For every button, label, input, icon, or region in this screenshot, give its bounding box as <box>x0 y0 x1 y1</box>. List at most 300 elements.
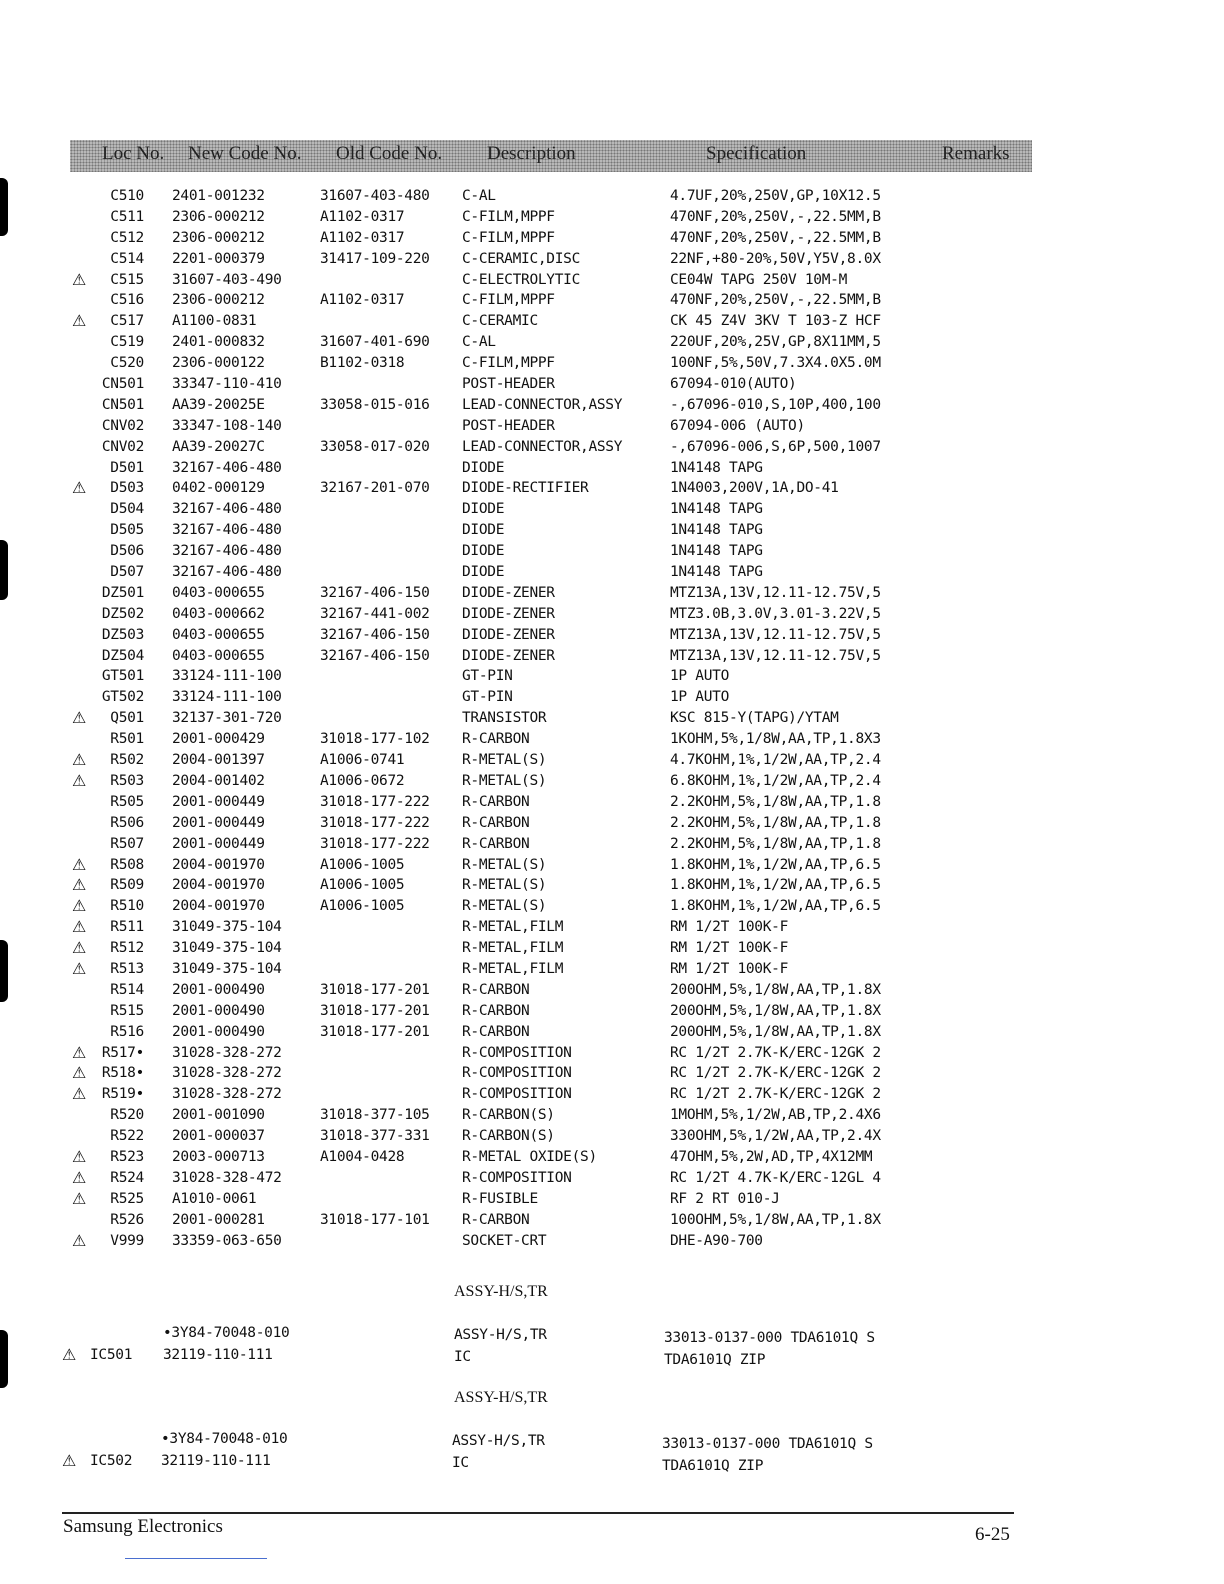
description: R-COMPOSITION <box>462 1065 572 1082</box>
loc-no: R502 <box>110 752 144 769</box>
new-code: 2001-000449 <box>172 835 265 852</box>
loc-no: C515 <box>110 271 144 288</box>
specification: RF 2 RT 010-J <box>670 1190 780 1207</box>
new-code: 33347-110-410 <box>172 376 282 393</box>
table-row <box>0 186 1224 207</box>
loc-no: GT502 <box>101 689 144 706</box>
table-row <box>0 374 1224 395</box>
new-code: 2001-000490 <box>172 981 265 998</box>
specification: 1N4148 TAPG <box>670 522 763 539</box>
old-code: B1102-0318 <box>320 355 405 372</box>
warning-icon: ⚠ <box>72 1230 87 1250</box>
old-code: 31018-177-222 <box>320 835 430 852</box>
loc-no: DZ503 <box>101 626 144 643</box>
description: C-AL <box>462 188 496 204</box>
loc-no: CNV02 <box>101 417 144 434</box>
description: LEAD-CONNECTOR,ASSY <box>462 396 623 413</box>
footer-rule <box>62 1512 1014 1514</box>
new-code: 2201-000379 <box>172 250 265 267</box>
old-code: A1004-0428 <box>320 1148 405 1165</box>
old-code: 31417-109-220 <box>320 250 430 267</box>
loc-no: R509 <box>110 877 144 894</box>
loc-no: V999 <box>110 1232 144 1249</box>
new-code: 31028-328-272 <box>172 1086 282 1103</box>
new-code: 2001-001090 <box>172 1107 265 1124</box>
new-code: 2004-001970 <box>172 877 265 894</box>
description: R-CARBON <box>462 1002 530 1019</box>
description: R-CARBON(S) <box>462 1107 555 1124</box>
table-row <box>0 625 1224 646</box>
new-code: 2001-000429 <box>172 731 265 748</box>
new-code: 2001-000490 <box>172 1002 265 1019</box>
old-code: 33058-017-020 <box>320 438 430 455</box>
specification: 1P AUTO <box>670 689 730 706</box>
warning-icon: ⚠ <box>72 269 87 289</box>
old-code: A1006-1005 <box>320 877 405 894</box>
specification: 1.8KOHM,1%,1/2W,AA,TP,6.5 <box>670 898 881 915</box>
description: R-METAL(S) <box>462 898 547 915</box>
new-code: 2001-000490 <box>172 1023 265 1040</box>
new-code: 33347-108-140 <box>172 417 282 434</box>
specification: 200OHM,5%,1/8W,AA,TP,1.8X <box>670 981 881 998</box>
new-code: 2306-000212 <box>172 208 265 225</box>
new-code: 33359-063-650 <box>172 1232 282 1249</box>
specification: RC 1/2T 4.7K-K/ERC-12GL 4 <box>670 1169 881 1186</box>
table-row <box>0 1063 1224 1084</box>
specification: 470NF,20%,250V,-,22.5MM,B <box>670 208 881 225</box>
loc-no: C512 <box>110 229 144 246</box>
new-code: 2306-000122 <box>172 355 265 372</box>
new-code: 2001-000281 <box>172 1211 265 1228</box>
description: SOCKET-CRT <box>462 1232 547 1249</box>
specification: 330OHM,5%,1/2W,AA,TP,2.4X <box>670 1128 881 1145</box>
description: R-CARBON <box>462 793 530 810</box>
warning-icon: ⚠ <box>72 1167 87 1187</box>
loc-no: R513 <box>110 960 144 977</box>
description: DIODE-ZENER <box>462 626 555 643</box>
table-row <box>0 687 1224 708</box>
old-code: 31018-177-201 <box>320 1023 430 1040</box>
description: POST-HEADER <box>462 376 555 393</box>
new-code: 33124-111-100 <box>172 689 282 706</box>
table-row <box>0 834 1224 855</box>
loc-no: R515 <box>110 1002 144 1019</box>
old-code: A1102-0317 <box>320 292 405 309</box>
old-code: 32167-406-150 <box>320 584 430 601</box>
warning-icon: ⚠ <box>72 1084 87 1104</box>
loc-no: C510 <box>110 188 144 204</box>
description: TRANSISTOR <box>462 710 547 727</box>
table-row <box>0 813 1224 834</box>
specification: 67094-010(AUTO) <box>670 376 797 393</box>
specification: KSC 815-Y(TAPG)/YTAM <box>670 710 839 727</box>
new-code: 2306-000212 <box>172 292 265 309</box>
footer-company: Samsung Electronics <box>63 1516 223 1537</box>
old-code: 31607-401-690 <box>320 334 430 351</box>
warning-icon: ⚠ <box>62 1345 77 1364</box>
description: DIODE <box>462 501 505 518</box>
table-row <box>0 332 1224 353</box>
loc-no: R518• <box>101 1065 144 1082</box>
table-row <box>0 562 1224 583</box>
specification: 6.8KOHM,1%,1/2W,AA,TP,2.4 <box>670 772 881 789</box>
table-row <box>0 646 1224 667</box>
old-code: 31018-177-201 <box>320 1002 430 1019</box>
loc-no: R520 <box>110 1107 144 1124</box>
loc-no: R512 <box>110 940 144 957</box>
warning-icon: ⚠ <box>72 708 87 728</box>
new-code: AA39-20025E <box>172 396 265 413</box>
table-row <box>0 1147 1224 1168</box>
loc-no: D505 <box>110 522 144 539</box>
description: DIODE <box>462 543 505 560</box>
table-row <box>0 249 1224 270</box>
specification: RC 1/2T 2.7K-K/ERC-12GK 2 <box>670 1044 881 1061</box>
warning-icon: ⚠ <box>72 938 87 958</box>
specification: 200OHM,5%,1/8W,AA,TP,1.8X <box>670 1002 881 1019</box>
old-code: 32167-201-070 <box>320 480 430 497</box>
table-row <box>0 290 1224 311</box>
new-code: 0402-000129 <box>172 480 265 497</box>
page-number: 6-25 <box>975 1524 1010 1545</box>
table-row <box>0 771 1224 792</box>
table-row <box>0 1022 1224 1043</box>
description: R-COMPOSITION <box>462 1044 572 1061</box>
old-code: A1102-0317 <box>320 229 405 246</box>
loc-no: GT501 <box>101 668 144 685</box>
description: C-FILM,MPPF <box>462 208 555 225</box>
loc-no: CNV02 <box>101 438 144 455</box>
loc-no: R503 <box>110 772 144 789</box>
description: R-CARBON <box>462 981 530 998</box>
loc-no: R501 <box>110 731 144 748</box>
loc-no: Q501 <box>110 710 144 727</box>
specification: 1.8KOHM,1%,1/2W,AA,TP,6.5 <box>670 877 881 894</box>
description: DIODE-ZENER <box>462 605 555 622</box>
loc-no: R523 <box>110 1148 144 1165</box>
loc-no: R507 <box>110 835 144 852</box>
warning-icon: ⚠ <box>72 1042 87 1062</box>
old-code: 32167-406-150 <box>320 647 430 664</box>
new-code: 32137-301-720 <box>172 710 282 727</box>
loc-no: D506 <box>110 543 144 560</box>
assy-specification: 33013-0137-000 TDA6101Q S <box>664 1330 875 1346</box>
footer-underline <box>125 1558 267 1559</box>
specification: 2.2KOHM,5%,1/8W,AA,TP,1.8 <box>670 835 881 852</box>
table-row <box>0 353 1224 374</box>
table-row <box>0 1043 1224 1064</box>
old-code: 31018-177-102 <box>320 731 430 748</box>
new-code: A1100-0831 <box>172 313 257 330</box>
table-header <box>70 140 1032 172</box>
description: R-METAL(S) <box>462 752 547 769</box>
warning-icon: ⚠ <box>72 917 87 937</box>
table-row <box>0 980 1224 1001</box>
specification: 22NF,+80-20%,50V,Y5V,8.0X <box>670 250 881 267</box>
table-row <box>0 1189 1224 1210</box>
table-row <box>0 520 1224 541</box>
specification: RC 1/2T 2.7K-K/ERC-12GK 2 <box>670 1086 881 1103</box>
description: IC <box>452 1455 469 1471</box>
new-code: 2001-000037 <box>172 1128 265 1145</box>
section-title: ASSY-H/S,TR <box>454 1389 548 1406</box>
old-code: 31018-177-222 <box>320 793 430 810</box>
description: R-FUSIBLE <box>462 1190 538 1207</box>
specification: 100OHM,5%,1/8W,AA,TP,1.8X <box>670 1211 881 1228</box>
loc-no: DZ501 <box>101 584 144 601</box>
table-row <box>0 458 1224 479</box>
warning-icon: ⚠ <box>72 896 87 916</box>
assy-code: •3Y84-70048-010 <box>163 1325 290 1341</box>
old-code: A1006-0741 <box>320 752 405 769</box>
description: DIODE-ZENER <box>462 584 555 601</box>
new-code: 0403-000655 <box>172 584 265 601</box>
new-code: 31028-328-272 <box>172 1044 282 1061</box>
specification: 4.7UF,20%,250V,GP,10X12.5 <box>670 188 881 204</box>
specification: 1N4003,200V,1A,DO-41 <box>670 480 839 497</box>
description: R-CARBON(S) <box>462 1128 555 1145</box>
specification: 220UF,20%,25V,GP,8X11MM,5 <box>670 334 881 351</box>
description: R-COMPOSITION <box>462 1169 572 1186</box>
new-code: 32167-406-480 <box>172 501 282 518</box>
old-code: 31018-177-101 <box>320 1211 430 1228</box>
specification: 1N4148 TAPG <box>670 501 763 518</box>
new-code: 31028-328-472 <box>172 1169 282 1186</box>
assy-description: ASSY-H/S,TR <box>452 1433 545 1449</box>
new-code: 2306-000212 <box>172 229 265 246</box>
new-code: 0403-000655 <box>172 647 265 664</box>
loc-no: R519• <box>101 1086 144 1103</box>
new-code: 2401-000832 <box>172 334 265 351</box>
header-new-code: New Code No. <box>188 143 302 164</box>
description: R-CARBON <box>462 731 530 748</box>
loc-no: DZ504 <box>101 647 144 664</box>
description: DIODE-ZENER <box>462 647 555 664</box>
table-row <box>0 604 1224 625</box>
loc-no: D501 <box>110 459 144 476</box>
specification: 1KOHM,5%,1/8W,AA,TP,1.8X3 <box>670 731 881 748</box>
description: C-CERAMIC,DISC <box>462 250 581 267</box>
loc-no: R526 <box>110 1211 144 1228</box>
table-row <box>0 541 1224 562</box>
loc-no: R506 <box>110 814 144 831</box>
specification: 470NF,20%,250V,-,22.5MM,B <box>670 292 881 309</box>
assy-specification: 33013-0137-000 TDA6101Q S <box>662 1436 873 1452</box>
old-code: 32167-441-002 <box>320 605 430 622</box>
loc-no: C519 <box>110 334 144 351</box>
specification: RM 1/2T 100K-F <box>670 960 789 977</box>
new-code: 32119-110-111 <box>161 1453 271 1469</box>
specification: CE04W TAPG 250V 10M-M <box>670 271 848 288</box>
description: R-METAL(S) <box>462 856 547 873</box>
assy-description: ASSY-H/S,TR <box>454 1327 547 1343</box>
new-code: AA39-20027C <box>172 438 265 455</box>
table-row <box>0 311 1224 332</box>
header-specification: Specification <box>706 143 807 164</box>
loc-no: R511 <box>110 919 144 936</box>
old-code: A1006-1005 <box>320 856 405 873</box>
warning-icon: ⚠ <box>72 770 87 790</box>
description: GT-PIN <box>462 668 513 685</box>
specification: 67094-006 (AUTO) <box>670 417 805 434</box>
header-remarks: Remarks <box>942 143 1010 164</box>
new-code: 2004-001970 <box>172 856 265 873</box>
description: C-AL <box>462 334 496 351</box>
specification: MTZ13A,13V,12.11-12.75V,5 <box>670 647 881 664</box>
section-title: ASSY-H/S,TR <box>454 1283 548 1300</box>
table-row <box>0 729 1224 750</box>
new-code: 2004-001397 <box>172 752 265 769</box>
loc-no: CN501 <box>101 396 144 413</box>
specification: -,67096-010,S,10P,400,100 <box>670 396 881 413</box>
description: R-METAL,FILM <box>462 960 564 977</box>
new-code: 2003-000713 <box>172 1148 265 1165</box>
description: C-FILM,MPPF <box>462 229 555 246</box>
new-code: 2001-000449 <box>172 814 265 831</box>
loc-no: R516 <box>110 1023 144 1040</box>
table-row <box>0 1084 1224 1105</box>
loc-no: C517 <box>110 313 144 330</box>
table-row <box>0 750 1224 771</box>
old-code: 33058-015-016 <box>320 396 430 413</box>
description: DIODE <box>462 459 505 476</box>
description: R-CARBON <box>462 835 530 852</box>
table-row <box>0 917 1224 938</box>
old-code: A1102-0317 <box>320 208 405 225</box>
new-code: 2001-000449 <box>172 793 265 810</box>
old-code: 32167-406-150 <box>320 626 430 643</box>
description: POST-HEADER <box>462 417 555 434</box>
table-row <box>0 207 1224 228</box>
table-row <box>0 583 1224 604</box>
specification: 2.2KOHM,5%,1/8W,AA,TP,1.8 <box>670 814 881 831</box>
new-code: 31049-375-104 <box>172 940 282 957</box>
old-code: 31018-177-201 <box>320 981 430 998</box>
description: R-CARBON <box>462 814 530 831</box>
table-row <box>0 1231 1224 1252</box>
loc-no: R510 <box>110 898 144 915</box>
old-code: 31018-177-222 <box>320 814 430 831</box>
new-code: 2401-001232 <box>172 188 265 204</box>
specification: CK 45 Z4V 3KV T 103-Z HCF <box>670 313 881 330</box>
table-row <box>0 478 1224 499</box>
warning-icon: ⚠ <box>72 1063 87 1083</box>
assy-code: •3Y84-70048-010 <box>161 1431 288 1447</box>
loc-no: C516 <box>110 292 144 309</box>
new-code: 2004-001402 <box>172 772 265 789</box>
specification: 4.7KOHM,1%,1/2W,AA,TP,2.4 <box>670 752 881 769</box>
specification: 100NF,5%,50V,7.3X4.0X5.0M <box>670 355 881 372</box>
new-code: 32119-110-111 <box>163 1347 273 1363</box>
warning-icon: ⚠ <box>72 311 87 331</box>
table-row <box>0 792 1224 813</box>
loc-no: R525 <box>110 1190 144 1207</box>
warning-icon: ⚠ <box>72 854 87 874</box>
specification: RM 1/2T 100K-F <box>670 919 789 936</box>
loc-no: D504 <box>110 501 144 518</box>
new-code: 31049-375-104 <box>172 919 282 936</box>
specification: 47OHM,5%,2W,AD,TP,4X12MM <box>670 1148 873 1165</box>
new-code: 33124-111-100 <box>172 668 282 685</box>
loc-no: DZ502 <box>101 605 144 622</box>
specification: RM 1/2T 100K-F <box>670 940 789 957</box>
description: C-FILM,MPPF <box>462 292 555 309</box>
table-row <box>0 1168 1224 1189</box>
specification: -,67096-006,S,6P,500,1007 <box>670 438 881 455</box>
new-code: 0403-000655 <box>172 626 265 643</box>
loc-no: D507 <box>110 564 144 581</box>
description: R-METAL,FILM <box>462 940 564 957</box>
warning-icon: ⚠ <box>72 1146 87 1166</box>
warning-icon: ⚠ <box>72 1188 87 1208</box>
description: IC <box>454 1349 471 1365</box>
specification: DHE-A90-700 <box>670 1232 763 1249</box>
specification: 1MOHM,5%,1/2W,AB,TP,2.4X6 <box>670 1107 881 1124</box>
description: R-METAL,FILM <box>462 919 564 936</box>
description: C-FILM,MPPF <box>462 355 555 372</box>
specification: MTZ3.0B,3.0V,3.01-3.22V,5 <box>670 605 881 622</box>
description: DIODE <box>462 564 505 581</box>
specification: 2.2KOHM,5%,1/8W,AA,TP,1.8 <box>670 793 881 810</box>
specification: MTZ13A,13V,12.11-12.75V,5 <box>670 626 881 643</box>
table-row <box>0 855 1224 876</box>
old-code: 31018-377-105 <box>320 1107 430 1124</box>
warning-icon: ⚠ <box>72 875 87 895</box>
loc-no: R508 <box>110 856 144 873</box>
table-row <box>0 875 1224 896</box>
description: C-ELECTROLYTIC <box>462 271 581 288</box>
new-code: 2004-001970 <box>172 898 265 915</box>
description: LEAD-CONNECTOR,ASSY <box>462 438 623 455</box>
description: R-CARBON <box>462 1211 530 1228</box>
old-code: 31018-377-331 <box>320 1128 430 1145</box>
table-row <box>0 416 1224 437</box>
old-code: A1006-0672 <box>320 772 405 789</box>
old-code: A1006-1005 <box>320 898 405 915</box>
warning-icon: ⚠ <box>72 958 87 978</box>
new-code: 0403-000662 <box>172 605 265 622</box>
table-row <box>0 499 1224 520</box>
header-description: Description <box>487 143 576 164</box>
table-row <box>0 270 1224 291</box>
loc-no: CN501 <box>101 376 144 393</box>
table-row <box>0 708 1224 729</box>
loc-no: C514 <box>110 250 144 267</box>
new-code: 31028-328-272 <box>172 1065 282 1082</box>
description: DIODE <box>462 522 505 539</box>
loc-no: R505 <box>110 793 144 810</box>
new-code: A1010-0061 <box>172 1190 257 1207</box>
loc-no: IC502 <box>90 1453 133 1469</box>
new-code: 32167-406-480 <box>172 564 282 581</box>
description: GT-PIN <box>462 689 513 706</box>
warning-icon: ⚠ <box>62 1451 77 1470</box>
table-row <box>0 1001 1224 1022</box>
specification: 1P AUTO <box>670 668 730 685</box>
table-row <box>0 938 1224 959</box>
description: R-METAL OXIDE(S) <box>462 1148 597 1165</box>
parts-table <box>0 186 1224 1251</box>
header-loc-no: Loc No. <box>102 143 165 164</box>
description: R-METAL(S) <box>462 877 547 894</box>
description: R-COMPOSITION <box>462 1086 572 1103</box>
specification: 470NF,20%,250V,-,22.5MM,B <box>670 229 881 246</box>
specification: 1.8KOHM,1%,1/2W,AA,TP,6.5 <box>670 856 881 873</box>
table-row <box>0 1210 1224 1231</box>
description: DIODE-RECTIFIER <box>462 480 589 497</box>
description: R-CARBON <box>462 1023 530 1040</box>
warning-icon: ⚠ <box>72 750 87 770</box>
